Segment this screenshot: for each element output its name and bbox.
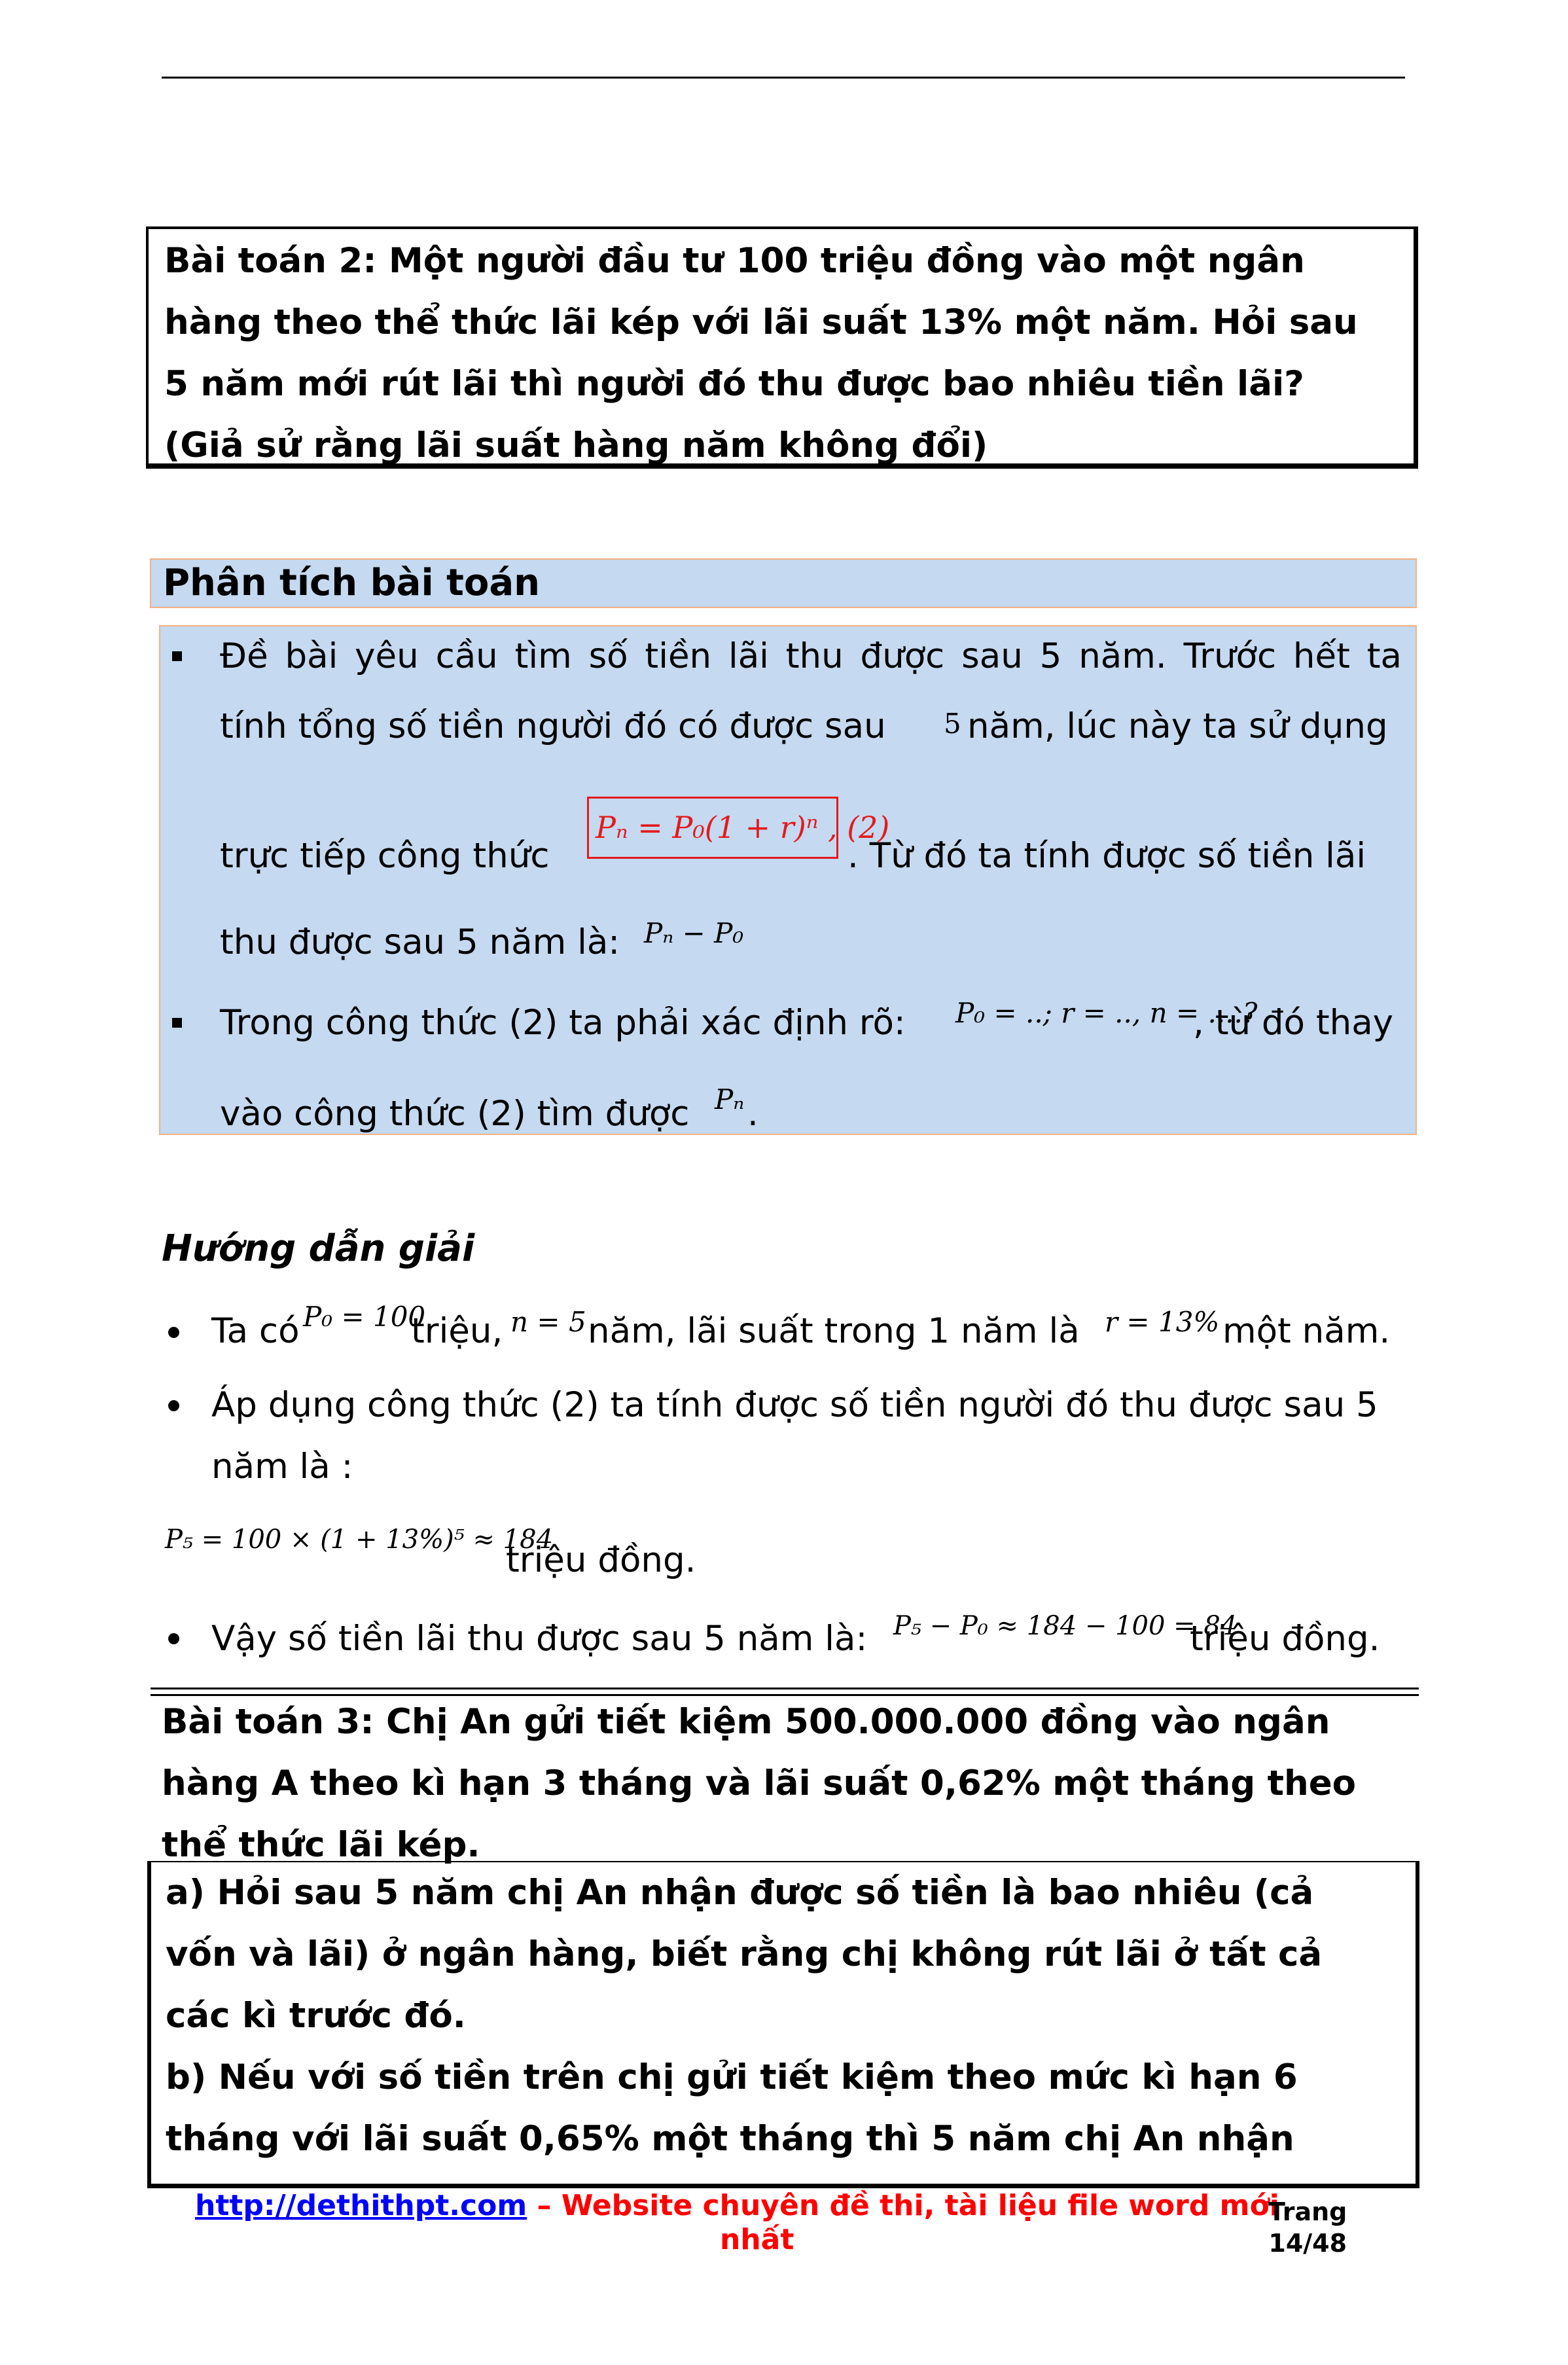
- bullet-square: [172, 651, 182, 661]
- analysis-b2-end: .: [747, 1094, 758, 1134]
- problem-3-a-line-2: vốn và lãi) ở ngân hàng, biết rằng chị không rút lãi ở tất cả: [166, 1934, 1323, 1974]
- formula-box: Pₙ = P₀(1 + r)ⁿ , (2): [587, 797, 838, 859]
- problem-3-line-3: thể thức lãi kép.: [162, 1825, 480, 1865]
- analysis-b2-line-1b: , từ đó thay: [1193, 1003, 1394, 1043]
- analysis-b1-line-4: thu được sau 5 năm là:: [220, 922, 620, 962]
- problem-2-line-4: (Giả sử rằng lãi suất hàng năm không đổi): [164, 425, 988, 465]
- problem-2-line-3: 5 năm mới rút lãi thì người đó thu được bao nhiêu tiền lãi?: [164, 364, 1304, 404]
- bullet-square: [172, 1018, 182, 1028]
- header-rule: [162, 77, 1405, 79]
- page-count: 14/48: [1268, 2229, 1347, 2258]
- bullet-dot: [168, 1633, 179, 1644]
- analysis-b2-line-2: vào công thức (2) tìm được: [220, 1094, 690, 1134]
- solution-equation: P₅ = 100 × (1 + 13%)⁵ ≈ 184: [165, 1525, 554, 1555]
- solution-s2-line-1: Áp dụng công thức (2) ta tính được số tiền người đó thu được sau 5: [211, 1385, 1378, 1425]
- analysis-b2-math-pn: Pₙ: [715, 1083, 745, 1115]
- analysis-body: [159, 625, 1417, 1135]
- analysis-b2-line-1a: Trong công thức (2) ta phải xác định rõ:: [220, 1003, 906, 1043]
- footer-text-1: Website chuyên đề thi, tài liệu file word mới: [561, 2189, 1279, 2222]
- analysis-b1-line-3a: trực tiếp công thức: [220, 836, 550, 876]
- problem-3-a-line-3: các kì trước đó.: [166, 1996, 466, 2036]
- analysis-b1-line-2a: tính tổng số tiền người đó có được sau: [220, 706, 886, 746]
- footer-text-2: nhất: [720, 2223, 794, 2256]
- footer-dash: –: [527, 2189, 561, 2222]
- solution-s1-a: Ta có: [211, 1311, 300, 1351]
- problem-2-line-1: Bài toán 2: Một người đầu tư 100 triệu đồng vào một ngân: [164, 241, 1305, 281]
- analysis-b1-line-3b: . Từ đó ta tính được số tiền lãi: [847, 836, 1366, 876]
- bullet-dot: [168, 1327, 179, 1338]
- analysis-title-bar: [150, 558, 1417, 608]
- analysis-b1-math: Pₙ − P₀: [644, 917, 744, 949]
- section-rule: [151, 1688, 1419, 1689]
- solution-s1-d: một năm.: [1222, 1311, 1391, 1351]
- solution-s1-n: n = 5: [510, 1306, 586, 1338]
- solution-eq-unit: triệu đồng.: [506, 1540, 696, 1580]
- solution-s2-line-2: năm là :: [211, 1447, 353, 1487]
- analysis-b1-num: 5: [944, 708, 961, 740]
- page-label: Trang: [1268, 2197, 1347, 2226]
- solution-s1-b: triệu,: [411, 1311, 503, 1351]
- analysis-b1-line-1: Đề bài yêu cầu tìm số tiền lãi thu được sau 5 năm. Trước hết ta: [220, 636, 1402, 676]
- footer: [170, 2189, 1400, 2257]
- problem-3-box: [147, 1861, 1419, 2188]
- analysis-b1-line-2b: năm, lúc này ta sử dụng: [967, 706, 1388, 746]
- analysis-b2-math: P₀ = ..; r = .., n = ....?: [955, 997, 1258, 1029]
- problem-3-line-2: hàng A theo kì hạn 3 tháng và lãi suất 0,62% một tháng theo: [162, 1763, 1357, 1803]
- problem-3-b-line-1: b) Nếu với số tiền trên chị gửi tiết kiệm theo mức kì hạn 6: [166, 2057, 1298, 2097]
- solution-s1-c: năm, lãi suất trong 1 năm là: [588, 1311, 1080, 1351]
- problem-3-line-1: Bài toán 3: Chị An gửi tiết kiệm 500.000.000 đồng vào ngân: [162, 1702, 1330, 1742]
- solution-s1-r: r = 13%: [1105, 1306, 1220, 1338]
- solution-s3-math: P₅ − P₀ ≈ 184 − 100 = 84: [893, 1611, 1238, 1641]
- solution-s3-b: triệu đồng.: [1190, 1619, 1380, 1659]
- solution-heading: Hướng dẫn giải: [162, 1227, 475, 1270]
- problem-2-line-2: hàng theo thể thức lãi kép với lãi suất 13% một năm. Hỏi sau: [164, 302, 1358, 342]
- solution-s3-a: Vậy số tiền lãi thu được sau 5 năm là:: [211, 1619, 868, 1659]
- page-number: [1268, 2196, 1347, 2259]
- problem-2-box: [146, 226, 1418, 469]
- problem-3-a-line-1: a) Hỏi sau 5 năm chị An nhận được số tiền là bao nhiêu (cả: [166, 1873, 1314, 1913]
- problem-3-b-line-2: tháng với lãi suất 0,65% một tháng thì 5 năm chị An nhận: [166, 2119, 1294, 2159]
- footer-link[interactable]: http://dethithpt.com: [195, 2189, 527, 2222]
- solution-s1-p0: P₀ = 100: [303, 1301, 426, 1333]
- problem-3-heading: [162, 1691, 1401, 1876]
- analysis-title: Phân tích bài toán: [163, 562, 541, 604]
- bullet-dot: [168, 1400, 179, 1411]
